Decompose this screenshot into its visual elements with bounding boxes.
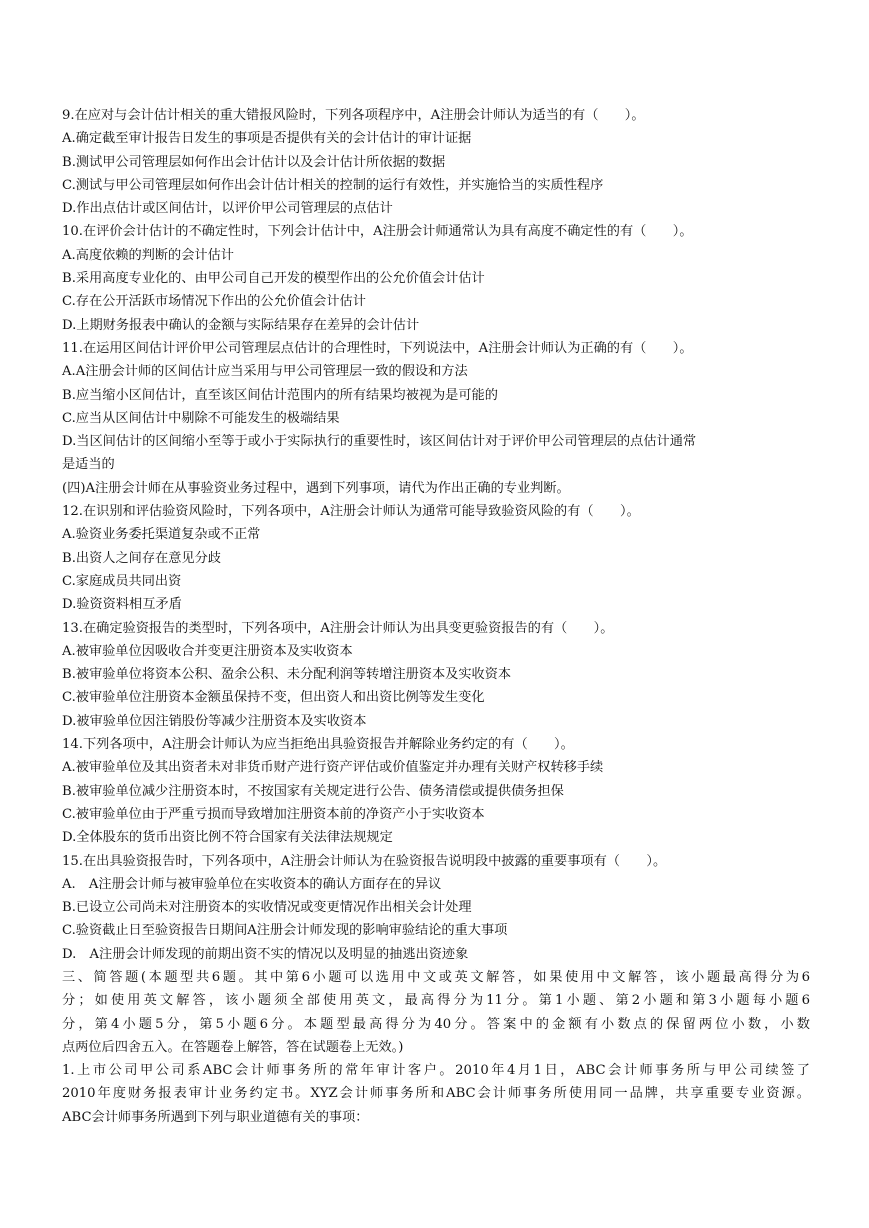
text-line: 15.在出具验资报告时，下列各项中，A注册会计师认为在验资报告说明段中披露的重要事项有（ ）。 bbox=[62, 853, 667, 869]
text-line: D.被审验单位因注销股份等减少注册资本及实收资本 bbox=[62, 713, 367, 729]
text-line: 9.在应对与会计估计相关的重大错报风险时，下列各项程序中，A注册会计师认为适当的有（ ）。 bbox=[62, 108, 645, 123]
text-line: A.A注册会计师的区间估计应当采用与甲公司管理层一致的假设和方法 bbox=[62, 364, 468, 380]
text-line: B.应当缩小区间估计，直至该区间估计范围内的所有结果均被视为是可能的 bbox=[62, 387, 498, 403]
text-line: 分；如使用英文解答，该小题须全部使用英文，最高得分为11分。第1小题、第2小题和第3小题每小题6 bbox=[62, 993, 810, 1009]
text-line: C.被审验单位注册资本金额虽保持不变，但出资人和出资比例等发生变化 bbox=[62, 690, 485, 706]
text-line: B.被审验单位减少注册资本时，不按国家有关规定进行公告、债务清偿或提供债务担保 bbox=[62, 783, 564, 799]
text-line: 点两位后四舍五入。在答题卷上解答，答在试题卷上无效。) bbox=[62, 1039, 404, 1055]
text-line: B.测试甲公司管理层如何作出会计估计以及会计估计所依据的数据 bbox=[62, 154, 446, 170]
text-line: D. A注册会计师发现的前期出资不实的情况以及明显的抽逃出资迹象 bbox=[62, 946, 469, 962]
text-line: D.验资资料相互矛盾 bbox=[62, 597, 182, 613]
text-line: A.高度依赖的判断的会计估计 bbox=[62, 247, 234, 263]
text-line: 12.在识别和评估验资风险时，下列各项中，A注册会计师认为通常可能导致验资风险的有（ ）。 bbox=[62, 504, 640, 520]
text-line: 11.在运用区间估计评价甲公司管理层点估计的合理性时，下列说法中，A注册会计师认为正确的有（ ）。 bbox=[62, 340, 693, 356]
document-page bbox=[62, 104, 810, 1129]
text-line: C.应当从区间估计中剔除不可能发生的极端结果 bbox=[62, 410, 340, 426]
question-lines bbox=[62, 104, 810, 966]
text-line: D.全体股东的货币出资比例不符合国家有关法律法规规定 bbox=[62, 830, 393, 846]
text-line: A.确定截至审计报告日发生的事项是否提供有关的会计估计的审计证据 bbox=[62, 131, 472, 147]
text-line: A.验资业务委托渠道复杂或不正常 bbox=[62, 527, 261, 543]
text-line: B.出资人之间存在意见分歧 bbox=[62, 550, 221, 566]
text-line: D.作出点估计或区间估计，以评价甲公司管理层的点估计 bbox=[62, 201, 393, 217]
text-line: C.被审验单位由于严重亏损而导致增加注册资本前的净资产小于实收资本 bbox=[62, 806, 485, 822]
text-line: C.测试与甲公司管理层如何作出会计估计相关的控制的运行有效性，并实施恰当的实质性程序 bbox=[62, 177, 604, 193]
text-line: D.当区间估计的区间缩小至等于或小于实际执行的重要性时，该区间估计对于评价甲公司管理层的点估计通常 bbox=[62, 434, 697, 450]
text-line: 2010年度财务报表审计业务约定书。XYZ会计师事务所和ABC会计师事务所使用同一品牌，共享重要专业资源。 bbox=[62, 1086, 810, 1102]
short-answer-question-1 bbox=[62, 1059, 810, 1129]
text-line: C.验资截止日至验资报告日期间A注册会计师发现的影响审验结论的重大事项 bbox=[62, 923, 508, 939]
text-line: ABC会计师事务所遇到下列与职业道德有关的事项： bbox=[62, 1109, 369, 1125]
text-line: 是适当的 bbox=[62, 457, 115, 473]
text-line: (四)A注册会计师在从事验资业务过程中，遇到下列事项，请代为作出正确的专业判断。 bbox=[62, 480, 570, 496]
text-line: C.存在公开活跃市场情况下作出的公允价值会计估计 bbox=[62, 294, 366, 310]
text-line: 1.上市公司甲公司系ABC会计师事务所的常年审计客户。2010年4月1日，ABC会计师事务所与甲公司续签了 bbox=[62, 1063, 810, 1079]
text-line: 10.在评价会计估计的不确定性时，下列会计估计中，A注册会计师通常认为具有高度不确定性的有（ ）。 bbox=[62, 224, 693, 240]
text-line: D.上期财务报表中确认的金额与实际结果存在差异的会计估计 bbox=[62, 317, 420, 333]
text-line: A.被审验单位因吸收合并变更注册资本及实收资本 bbox=[62, 643, 353, 659]
text-line: B.采用高度专业化的、由甲公司自己开发的模型作出的公允价值会计估计 bbox=[62, 271, 485, 287]
text-line: 分，第4小题5分，第5小题6分。本题型最高得分为40分。答案中的金额有小数点的保留两位小数，小数 bbox=[62, 1016, 810, 1032]
text-line: B.被审验单位将资本公积、盈余公积、未分配利润等转增注册资本及实收资本 bbox=[62, 667, 512, 683]
text-line: A.被审验单位及其出资者未对非货币财产进行资产评估或价值鉴定并办理有关财产权转移手续 bbox=[62, 760, 604, 776]
text-line: 14.下列各项中，A注册会计师认为应当拒绝出具验资报告并解除业务约定的有（ ）。 bbox=[62, 737, 574, 753]
text-line: A. A注册会计师与被审验单位在实收资本的确认方面存在的异议 bbox=[62, 876, 442, 892]
text-line: 三、简答题(本题型共6题。其中第6小题可以选用中文或英文解答，如果使用中文解答，该小题最高得分为6 bbox=[62, 969, 810, 985]
text-line: 13.在确定验资报告的类型时，下列各项中，A注册会计师认为出具变更验资报告的有（ ）。 bbox=[62, 620, 614, 636]
text-line: B.已设立公司尚未对注册资本的实收情况或变更情况作出相关会计处理 bbox=[62, 900, 472, 916]
section-3-instructions bbox=[62, 966, 810, 1059]
text-line: C.家庭成员共同出资 bbox=[62, 573, 182, 589]
